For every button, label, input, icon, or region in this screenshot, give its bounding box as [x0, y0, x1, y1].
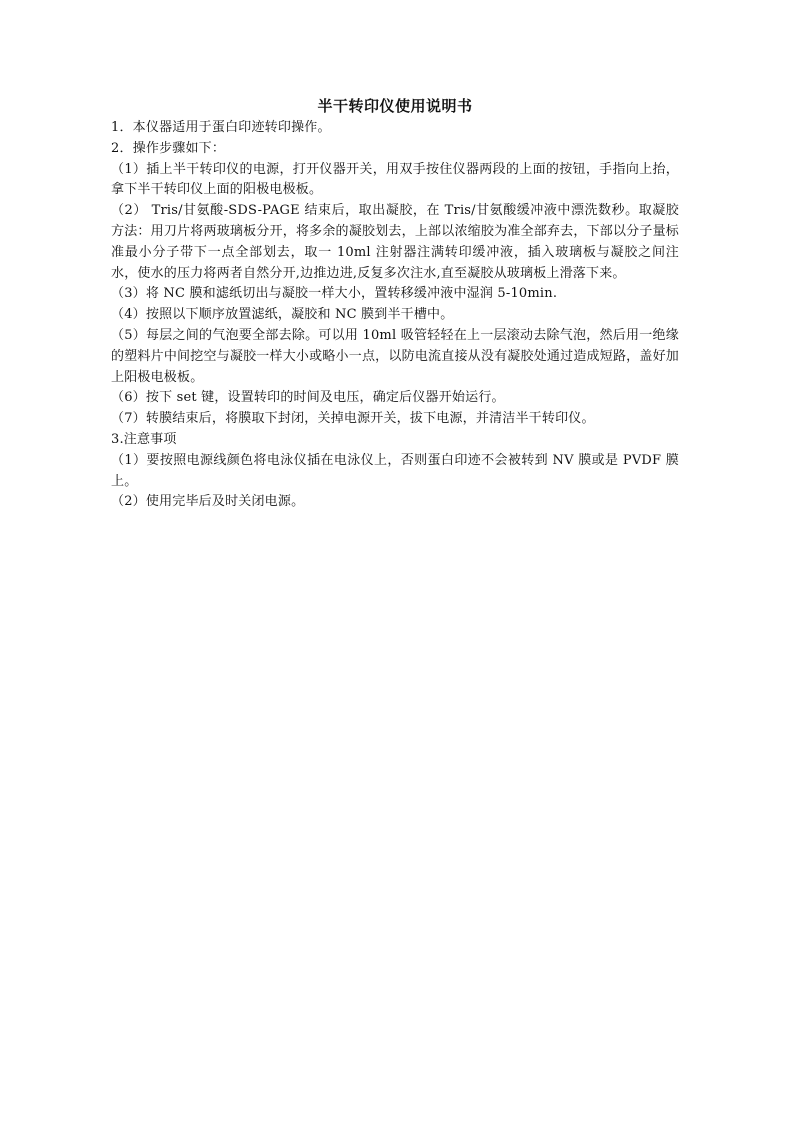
paragraph-note-2: （2）使用完毕后及时关闭电源。 [111, 494, 305, 510]
document-title: 半干转印仪使用说明书 [317, 97, 473, 115]
paragraph-step-3: （3）将 NC 膜和滤纸切出与凝胶一样大小，置转移缓冲液中湿润 5-10min. [111, 286, 558, 302]
paragraph-step-7: （7）转膜结束后，将膜取下封闭，关掉电源开关，拔下电源，并清洁半干转印仪。 [111, 411, 595, 427]
paragraph-step-4: （4）按照以下顺序放置滤纸，凝胶和 NC 膜到半干槽中。 [111, 307, 454, 323]
paragraph-step-1: （1）插上半干转印仪的电源，打开仪器开关，用双手按住仪器两段的上面的按钮，手指向上抬，拿下半干转印仪上面的阳极电极板。 [111, 161, 679, 198]
paragraph-notes-heading: 3.注意事项 [111, 431, 177, 447]
paragraph-step-6: （6）按下 set 键，设置转印的时间及电压，确定后仪器开始运行。 [111, 390, 505, 406]
paragraph-step-5: （5）每层之间的气泡要全部去除。可以用 10ml 吸管轻轻在上一层滚动去除气泡，然后用一绝缘的塑料片中间挖空与凝胶一样大小或略小一点，以防电流直接从没有凝胶处通过造成短路，盖好加上阳极电极板。 [111, 327, 679, 385]
paragraph-note-1: （1）要按照电源线颜色将电泳仪插在电泳仪上，否则蛋白印迹不会被转到 NV 膜或是 PVDF 膜上。 [111, 452, 679, 489]
document-page [111, 96, 679, 513]
paragraph-steps-heading: 2．操作步骤如下： [111, 140, 226, 156]
paragraph-scope: 1．本仪器适用于蛋白印迹转印操作。 [111, 120, 331, 135]
paragraph-step-2: （2） Tris/甘氨酸-SDS-PAGE 结束后，取出凝胶，在 Tris/甘氨酸缓冲液中漂洗数秒。取凝胶方法：用刀片将两玻璃板分开，将多余的凝胶划去，上部以浓缩胶为准全部弃去，下部以分子量标准最小分子带下一点全部划去，取一 10ml 注射器注满转印缓冲液，插入玻璃板与凝胶之间注水，使水的压力将两者自然分开,边推边进,反复多次注水,直至凝胶从玻璃板上滑落下来。 [111, 203, 679, 281]
